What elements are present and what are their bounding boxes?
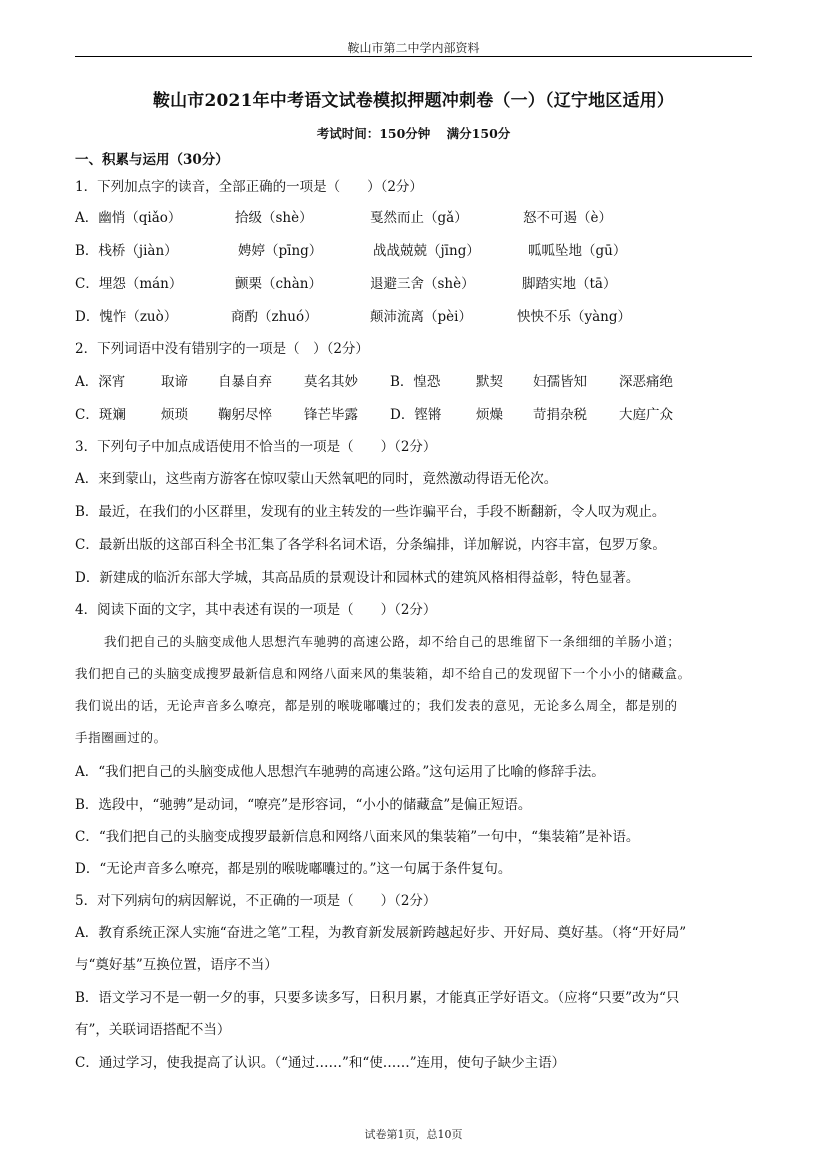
q4-passage-line: 我们说出的话，无论声音多么嘹亮，都是别的喉咙嘟囔过的；我们发表的意见，无论多么周全，都是别的: [75, 698, 678, 713]
q4-option-c: C．“我们把自己的头脑变成搜罗最新信息和网络八面来风的集装箱”一句中，“集装箱”是补语。: [75, 829, 640, 845]
exam-duration: 考试时间：150分钟: [316, 126, 431, 141]
q2-word: 烦燥: [476, 407, 503, 423]
q1-word: 颤栗（chàn）: [235, 276, 322, 292]
q1-word: 脚踏实地（tā）: [522, 276, 617, 292]
q2-word: 深恶痛绝: [619, 374, 673, 390]
q2-word: 自暴自弃: [218, 374, 272, 390]
q4-option-d: D．“无论声音多么嘹亮，都是别的喉咙嘟囔过的。”这一句属于条件复句。: [75, 861, 512, 877]
q4-option-a: A．“我们把自己的头脑变成他人思想汽车驰骋的高速公路。”这句运用了比喻的修辞手法。: [75, 764, 605, 780]
q5-option-c: C．通过学习，使我提高了认识。（“通过……”和“使……”连用，使句子缺少主语）: [75, 1055, 566, 1071]
q1-word: 商酌（zhuó）: [231, 309, 318, 325]
q2-option-b: B．惶恐: [390, 374, 441, 390]
q2-word: 默契: [476, 374, 503, 390]
q3-option-d: D．新建成的临沂东部大学城，其高品质的景观设计和园林式的建筑风格相得益彰，特色显著。: [75, 570, 640, 586]
page-footer: 试卷第1页，总10页: [364, 1128, 463, 1141]
exam-full-score: 满分150分: [446, 126, 511, 141]
q2-option-a: A．深宵: [75, 374, 126, 390]
q5-option-a-cont: 与“奠好基”互换位置，语序不当）: [75, 957, 278, 973]
section-heading: 一、积累与运用（30分）: [75, 152, 229, 168]
q1-word: 呱呱坠地（gū）: [528, 243, 627, 259]
q4-passage-line: 我们把自己的头脑变成他人思想汽车驰骋的高速公路，却不给自己的思维留下一条细细的羊肠小道；: [104, 634, 681, 649]
q3-option-c: C．最新出版的这部百科全书汇集了各学科名词术语，分条编排，详加解说，内容丰富，包罗万象。: [75, 537, 666, 553]
q3-option-b: B．最近，在我们的小区群里，发现有的业主转发的一些诈骗平台，手段不断翻新，令人叹为观止。: [75, 504, 666, 520]
q5-option-b: B．语文学习不是一朝一夕的事，只要多读多写，日积月累，才能真正学好语文。（应将“只要”改为“只: [75, 990, 680, 1006]
exam-title: 鞍山市2021年中考语文试卷模拟押题冲刺卷（一）（辽宁地区适用）: [152, 91, 675, 111]
header-divider: [75, 56, 752, 57]
q2-word: 鞠躬尽悴: [218, 407, 272, 423]
q3-option-a: A．来到蒙山，这些南方游客在惊叹蒙山天然氧吧的同时，竟然激动得语无伦次。: [75, 471, 558, 487]
q4-option-b: B．选段中，“驰骋”是动词，“嘹亮”是形容词，“小小的储藏盒”是偏正短语。: [75, 797, 532, 813]
q1-word: 退避三舍（shè）: [370, 276, 475, 292]
q1-word: 娉婷（pīng）: [238, 243, 323, 259]
q1-option-c: C．埋怨（mán）: [75, 276, 183, 292]
q1-word: 战战兢兢（jīng）: [373, 243, 480, 259]
q2-word: 苛捐杂税: [533, 407, 587, 423]
q5-stem: 5．对下列病句的病因解说，不正确的一项是（ ）（2分）: [75, 893, 437, 909]
q1-option-b: B．栈桥（jiàn）: [75, 243, 178, 259]
q2-word: 妇孺皆知: [533, 374, 587, 390]
q5-option-b-cont: 有”，关联词语搭配不当）: [75, 1022, 231, 1038]
q2-stem: 2．下列词语中没有错别字的一项是（ ）（2分）: [75, 341, 369, 357]
exam-info: [0, 124, 827, 142]
q1-word: 拾级（shè）: [235, 210, 313, 226]
q1-word: 怒不可遏（è）: [523, 210, 612, 226]
q4-stem: 4．阅读下面的文字，其中表述有误的一项是（ ）（2分）: [75, 602, 437, 618]
q5-option-a: A．教育系统正深人实施“奋进之笔”工程，为教育新发展新跨越起好步、开好局、奠好基。（将“开好局”: [75, 925, 687, 941]
q2-word: 莫名其妙: [304, 374, 358, 390]
q2-word: 大庭广众: [619, 407, 673, 423]
q2-word: 取谛: [161, 374, 188, 390]
q1-stem: 1．下列加点字的读音，全部正确的一项是（ ）（2分）: [75, 179, 423, 195]
q1-word: 颠沛流离（pèi）: [370, 309, 472, 325]
q2-word: 烦琐: [161, 407, 188, 423]
q4-passage-line: 手指圈画过的。: [75, 730, 167, 745]
q1-option-d: D．愧怍（zuò）: [75, 309, 178, 325]
q2-option-c: C．斑斓: [75, 407, 126, 423]
q2-word: 锋芒毕露: [304, 407, 358, 423]
page-header: 鞍山市第二中学内部资料: [347, 41, 480, 55]
q1-word: 戛然而止（gǎ）: [370, 210, 468, 226]
q3-stem: 3．下列句子中加点成语使用不恰当的一项是（ ）（2分）: [75, 439, 437, 455]
q1-option-a: A．幽悄（qiǎo）: [75, 210, 182, 226]
q1-word: 怏怏不乐（yàng）: [517, 309, 632, 325]
q4-passage-line: 我们把自己的头脑变成搜罗最新信息和网络八面来风的集装箱，却不给自己的发现留下一个小小的储藏盒。: [75, 666, 691, 681]
q2-option-d: D．铿锵: [390, 407, 442, 423]
